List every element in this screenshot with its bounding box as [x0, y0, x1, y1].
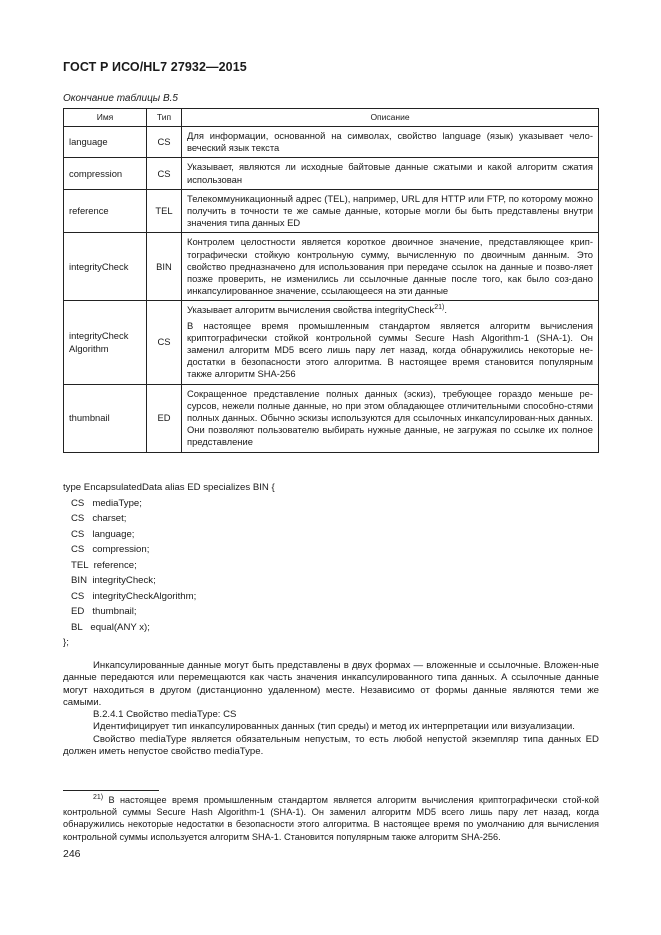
row-type: CS: [147, 301, 182, 384]
code-line: TEL reference;: [71, 559, 137, 571]
row-type: ED: [147, 384, 182, 452]
code-line: CS language;: [71, 528, 135, 540]
footnote-divider: [63, 790, 159, 791]
code-line: CS compression;: [71, 544, 150, 555]
page-number: 246: [63, 848, 81, 860]
body-paragraph: Идентифицирует тип инкапсулированных данных (тип среды) и метод их интерпретации или визуализации.: [93, 721, 575, 733]
row-name-cell: [64, 189, 147, 233]
row-name: reference: [69, 205, 109, 217]
code-line: ED thumbnail;: [71, 606, 137, 617]
footnote-reference: 21): [434, 304, 445, 312]
row-name-continuation: Algorithm: [69, 342, 109, 354]
type-definition-code: [63, 480, 275, 651]
footnote-mark: 21): [93, 793, 104, 801]
code-open-line: type EncapsulatedData alias ED specializes BIN {: [63, 482, 275, 493]
document-header: ГОСТ Р ИСО/HL7 27932—2015: [63, 60, 247, 74]
row-type: BIN: [147, 233, 182, 301]
code-line: BIN integrityCheck;: [71, 575, 156, 586]
table-header-row: [64, 109, 599, 127]
code-close-line: };: [63, 637, 69, 648]
description-text: Указывает алгоритм вычисления свойства integrityCheck: [187, 304, 435, 316]
column-header-type: Тип: [147, 109, 182, 127]
row-description: Сокращенное представление полных данных (эскиз), требующее гораздо меньше ре-сурсов, нежели полные данные, но при этом обладающее отличительными способно-стями полных данных. Обычно эскизы используются для ссылочных инкапсулирован-ных данных. Они позволяют пользователю выбирать нужные данные, не загружая по ссылке их полное представление: [182, 384, 599, 452]
row-name-cell: [64, 127, 147, 158]
code-line: BL equal(ANY x);: [71, 621, 150, 633]
table-row: [64, 158, 599, 189]
row-description: Контролем целостности является короткое двоичное значение, представляющее крип-тографически стойкую контрольную сумму, вычисленную по двоичным данным. Это свойство предназначено для использования при передаче ссылок на данные и позво-ляет позже проверить, не изменились ли ссылочные данные после того, как было соз-дано инкапсулированное значение, ссылающееся на эти данные: [182, 233, 599, 301]
row-name-cell: [64, 158, 147, 189]
row-name: integrityCheck: [69, 330, 129, 342]
code-line: CS integrityCheckAlgorithm;: [71, 590, 197, 602]
table-caption: Окончание таблицы В.5: [63, 93, 178, 104]
row-name: integrityCheck: [69, 260, 129, 272]
body-paragraph: Свойство mediaType является обязательным непустым, то есть любой непустой экземпляр типа данных ED должен иметь непустое свойство mediaType.: [63, 733, 599, 758]
row-type: CS: [147, 158, 182, 189]
row-description: Телекоммуникационный адрес (TEL), например, URL для HTTP или FTP, по которому можно получить в точности те же самые данные, которые могли бы быть представлены внутри значения типа данных ED: [182, 189, 599, 233]
table-row: [64, 127, 599, 158]
row-name-cell: [64, 233, 147, 301]
section-heading: B.2.4.1 Свойство mediaType: CS: [93, 709, 237, 721]
row-description: [182, 301, 599, 384]
description-paragraph: Указывает алгоритм вычисления свойства integrityCheck$^{21)}$.: [187, 304, 447, 316]
body-text: [63, 660, 599, 758]
row-name: thumbnail: [69, 412, 110, 424]
row-name: compression: [69, 167, 123, 179]
table-row: [64, 233, 599, 301]
row-description: Указывает, являются ли исходные байтовые данные сжатыми и какой алгоритм сжатия использован: [182, 158, 599, 189]
row-type: CS: [147, 127, 182, 158]
column-header-description: Описание: [182, 109, 599, 127]
row-type: TEL: [147, 189, 182, 233]
body-paragraph: Инкапсулированные данные могут быть представлены в двух формах — вложенные и ссылочные. Вложен-ные данные передаются или перемещаются как часть значения инкапсулированного типа данных. А ссылочные данные могут находиться в другом (дистанционно удаленном) месте. Независимо от формы данные являются теми же самыми.: [63, 660, 599, 708]
code-line: CS mediaType;: [71, 497, 142, 509]
table-row: [64, 189, 599, 233]
properties-table: [63, 108, 599, 453]
row-name-cell: [64, 384, 147, 452]
row-description: Для информации, основанной на символах, свойство language (язык) указывает чело-веческий язык текста: [182, 127, 599, 158]
table-row: [64, 301, 599, 384]
row-name-cell: [64, 301, 147, 384]
footnote: [63, 794, 599, 843]
description-paragraph: В настоящее время промышленным стандартом является алгоритм вычисления криптографически стойкой контрольной суммы Secure Hash Algorithm-1 (SHA-1). Он заменил алгоритм MD5 всего лишь пару лет назад, когда обнаружились некоторые не-достатки в безопасности этого алгоритма. В настоящее время становится популярным также алгоритм SHA-256: [187, 319, 593, 380]
row-name: language: [69, 136, 108, 148]
table-row: [64, 384, 599, 452]
column-header-name: Имя: [64, 109, 147, 127]
footnote-paragraph: [63, 794, 599, 843]
footnote-text: В настоящее время промышленным стандартом является алгоритм вычисления криптографически стой-кой контрольной суммы Secure Hash Algorithm-1 (SHA-1). Он заменил алгоритм MD5 всего лишь пару лет назад, когда обнаружились некоторые недостатки в безопасности этого алгоритма. В настоящее время по умолчанию для вычисления контрольной суммы используется алгоритм SHA-1. Становится популярным также алгоритм SHA-256.: [63, 795, 599, 842]
code-line: CS charset;: [71, 513, 127, 524]
